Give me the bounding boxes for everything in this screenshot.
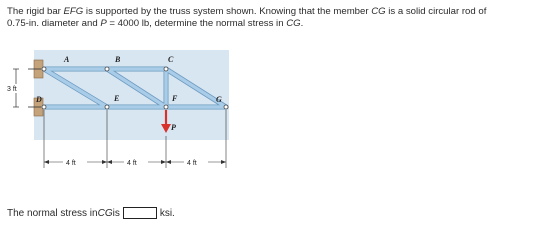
joint-label-A: A: [64, 55, 70, 64]
text-segment: .: [300, 18, 304, 29]
problem-statement: [7, 6, 539, 30]
text-segment: = 4000 lb, determine the normal stress in: [106, 18, 287, 29]
pin-G: [224, 105, 228, 109]
stress-answer-input[interactable]: [123, 207, 157, 219]
bar-name: EFG: [63, 6, 84, 17]
answer-row: [7, 207, 175, 219]
span-label-1: 4 ft: [66, 160, 76, 167]
load-label-P: P: [171, 123, 176, 132]
pin-A: [42, 67, 46, 71]
joint-label-G: G: [216, 95, 222, 104]
span-label-3: 4 ft: [187, 160, 197, 167]
load-name: P: [100, 18, 107, 29]
joint-label-D: D: [36, 95, 42, 104]
pin-B: [105, 67, 109, 71]
span-label-2: 4 ft: [127, 160, 137, 167]
member-name: CG: [286, 18, 301, 29]
text-segment: The rigid bar: [7, 6, 64, 17]
answer-unit: ksi.: [159, 207, 175, 219]
problem-line-2: [7, 18, 539, 30]
pin-D: [42, 105, 46, 109]
joint-label-E: E: [114, 94, 120, 103]
answer-member: CG: [97, 207, 113, 219]
pin-F: [164, 105, 168, 109]
height-dimension-label: 3 ft: [7, 86, 17, 93]
joint-label-B: B: [115, 55, 121, 64]
truss-figure: [4, 48, 232, 178]
pin-E: [105, 105, 109, 109]
text-segment: 0.75-in. diameter and: [7, 18, 101, 29]
joint-label-F: F: [172, 94, 178, 103]
answer-suffix: is: [112, 207, 120, 219]
problem-line-1: [7, 6, 539, 18]
joint-label-C: C: [168, 55, 174, 64]
pin-C: [164, 67, 168, 71]
text-segment: is supported by the truss system shown. Knowing that the member: [83, 6, 372, 17]
text-segment: is a solid circular rod of: [385, 6, 487, 17]
member-name: CG: [371, 6, 386, 17]
answer-prefix: The normal stress in: [7, 207, 98, 219]
